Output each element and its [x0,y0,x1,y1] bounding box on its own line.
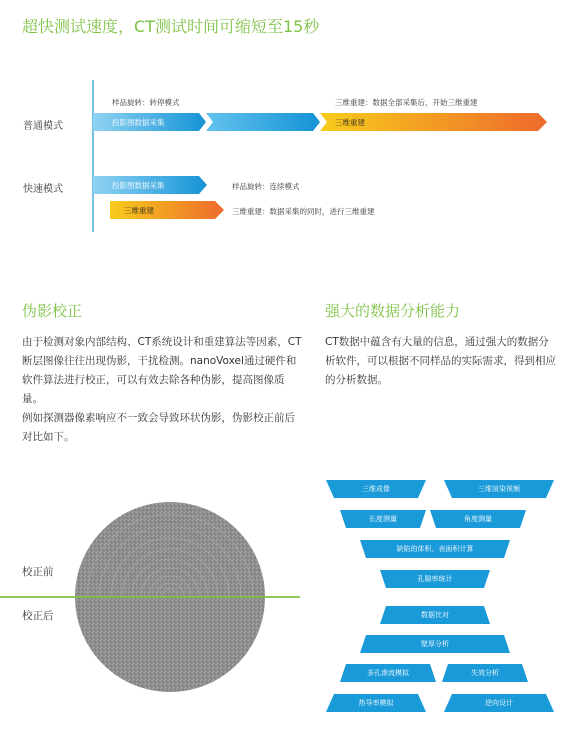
feature-thermal-conductivity: 热导率模拟 [326,694,426,712]
ct-slice-image [0,480,320,710]
ct-slice-comparison [0,480,320,710]
normal-recon-label: 三维重建 [335,118,365,127]
before-correction-label: 校正前 [22,566,54,578]
ct-timeline-diagram [0,0,573,260]
timeline-graphic [0,0,573,260]
feature-length-measure: 长度测量 [340,510,426,528]
normal-projection-arrow-2 [206,113,320,131]
feature-defect-volume: 缺陷的体积、表面积计算 [360,540,510,558]
feature-reverse-design: 逆向设计 [444,694,554,712]
feature-porosity: 孔隙率统计 [380,570,490,588]
feature-porous-flow: 多孔渗流模拟 [340,664,436,682]
feature-data-compare: 数据比对 [380,606,490,624]
feature-3d-render-video: 三维渲染视频 [444,480,554,498]
normal-mode-label: 普通模式 [23,121,63,132]
normal-projection-label: 投影图数据采集 [112,118,165,127]
fast-recon-label: 三维重建 [124,206,154,215]
fast-recon-note: 三维重建：数据采集的同时，进行三维重建 [232,207,375,216]
artifact-section-title: 伪影校正 [22,302,83,320]
normal-rotation-note: 样品旋转：转停模式 [112,98,180,107]
fast-mode-label: 快速模式 [23,184,63,195]
analysis-feature-diagram [322,478,562,718]
feature-3d-imaging: 三维成像 [326,480,426,498]
fast-projection-label: 投影图数据采集 [112,181,165,190]
fast-rotation-note: 样品旋转：连续模式 [232,182,300,191]
artifact-paragraph-1: 由于检测对象内部结构、CT系统设计和重建算法等因素，CT断层图像往往出现伪影，干扰检测。nanoVoxel通过硬件和软件算法进行校正，可以有效去除各种伪影，提高图像质量。 [22,336,302,405]
feature-angle-measure: 角度测量 [430,510,526,528]
feature-failure-analysis: 失效分析 [442,664,528,682]
normal-recon-note: 三维重建：数据全部采集后，开始三维重建 [335,98,478,107]
analysis-paragraph: CT数据中蕴含有大量的信息，通过强大的数据分析软件，可以根据不同样品的实际需求，得到相应的分析数据。 [325,336,556,386]
page-title: 超快测试速度，CT测试时间可缩短至15秒 [22,17,320,36]
analysis-section-title: 强大的数据分析能力 [325,302,461,320]
feature-wall-thickness: 壁厚分析 [360,635,510,653]
artifact-paragraph-2: 例如探测器像素响应不一致会导致环状伪影，伪影校正前后对比如下。 [22,412,295,443]
after-correction-label: 校正后 [22,610,54,622]
